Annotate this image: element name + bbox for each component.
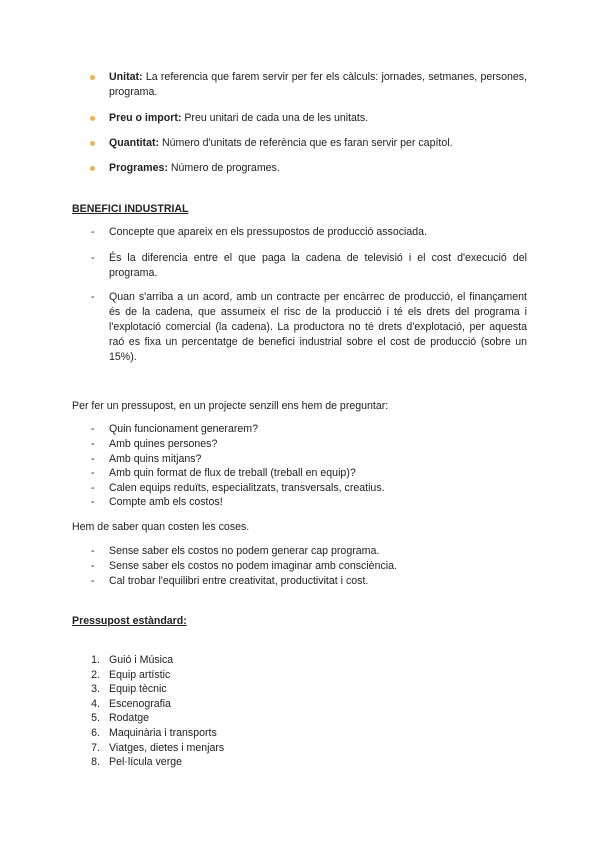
list-item: Maquinària i transports bbox=[109, 727, 217, 739]
list-item: Escenografia bbox=[109, 698, 171, 710]
dash-icon: - bbox=[91, 291, 95, 303]
list-item: Quin funcionament generarem? bbox=[109, 423, 258, 435]
definition-item bbox=[109, 70, 527, 100]
bullet-dot-icon bbox=[90, 116, 95, 121]
bullet-dot-icon bbox=[90, 166, 95, 171]
list-item: Amb quins mitjans? bbox=[109, 453, 202, 465]
dash-icon: - bbox=[91, 252, 95, 264]
list-item: Sense saber els costos no podem generar cap programa. bbox=[109, 545, 380, 557]
definition-item bbox=[109, 136, 527, 151]
dash-icon: - bbox=[91, 467, 95, 479]
list-number: 3. bbox=[91, 683, 100, 695]
definition-item bbox=[109, 161, 527, 176]
definition-text: Número d'unitats de referència que es faran servir per capítol. bbox=[161, 137, 453, 149]
dash-icon: - bbox=[91, 560, 95, 572]
section-heading-benefici: BENEFICI INDUSTRIAL bbox=[72, 203, 189, 215]
list-item: Viatges, dietes i menjars bbox=[109, 742, 225, 754]
definition-text: Preu unitari de cada una de les unitats. bbox=[184, 112, 369, 124]
paragraph-costos-intro: Hem de saber quan costen les coses. bbox=[72, 521, 250, 533]
definition-text: Número de programes. bbox=[170, 162, 280, 174]
list-item: Amb quines persones? bbox=[109, 438, 218, 450]
dash-icon: - bbox=[91, 438, 95, 450]
dash-icon: - bbox=[91, 482, 95, 494]
list-number: 1. bbox=[91, 654, 100, 666]
list-item: Pel·lícula verge bbox=[109, 756, 183, 768]
dash-icon: - bbox=[91, 453, 95, 465]
list-item: Amb quin format de flux de treball (treball en equip)? bbox=[109, 467, 356, 479]
list-number: 8. bbox=[91, 756, 100, 768]
list-item: Equip artístic bbox=[109, 669, 171, 681]
paragraph-preguntes-intro: Per fer un pressupost, en un projecte senzill ens hem de preguntar: bbox=[72, 400, 389, 412]
dash-icon: - bbox=[91, 575, 95, 587]
list-item: Quan s'arriba a un acord, amb un contracte per encàrrec de producció, el finançament és de la cadena, que assumeix el risc de la producció i té els drets del programa i l'explotació comercial (la cadena). La productora no té drets d'explotació, per aquesta raó es fixa un percentatge de benefici industrial sobre el cost de producció (sobre un 15%). bbox=[109, 291, 527, 363]
definition-text: La referencia que farem servir per fer els càlculs: jornades, setmanes, persones, programa. bbox=[109, 71, 528, 98]
dash-icon: - bbox=[91, 545, 95, 557]
list-number: 7. bbox=[91, 742, 100, 754]
list-item: Guió i Música bbox=[109, 654, 174, 666]
bullet-dot-icon bbox=[90, 75, 95, 80]
list-item: Cal trobar l'equilibri entre creativitat, productivitat i cost. bbox=[109, 575, 369, 587]
list-number: 6. bbox=[91, 727, 100, 739]
definition-term: Unitat: bbox=[109, 71, 143, 83]
bullet-dot-icon bbox=[90, 141, 95, 146]
dash-icon: - bbox=[91, 423, 95, 435]
list-item: Sense saber els costos no podem imaginar amb consciència. bbox=[109, 560, 397, 572]
dash-icon: - bbox=[91, 496, 95, 508]
dash-icon: - bbox=[91, 226, 95, 238]
definition-term: Programes: bbox=[109, 162, 168, 174]
definition-term: Quantitat: bbox=[109, 137, 160, 149]
section-heading-pressupost: Pressupost estàndard: bbox=[72, 615, 187, 627]
definition-term: Preu o import: bbox=[109, 112, 182, 124]
definition-item bbox=[109, 111, 527, 126]
list-item: Equip tècnic bbox=[109, 683, 167, 695]
list-item: Calen equips reduïts, especialitzats, transversals, creatius. bbox=[109, 482, 385, 494]
list-item: Compte amb els costos! bbox=[109, 496, 223, 508]
list-item: Concepte que apareix en els pressupostos de producció associada. bbox=[109, 226, 428, 238]
list-number: 2. bbox=[91, 669, 100, 681]
list-item: És la diferencia entre el que paga la cadena de televisió i el cost d'execució del programa. bbox=[109, 252, 527, 279]
list-number: 5. bbox=[91, 712, 100, 724]
list-number: 4. bbox=[91, 698, 100, 710]
list-item: Rodatge bbox=[109, 712, 150, 724]
